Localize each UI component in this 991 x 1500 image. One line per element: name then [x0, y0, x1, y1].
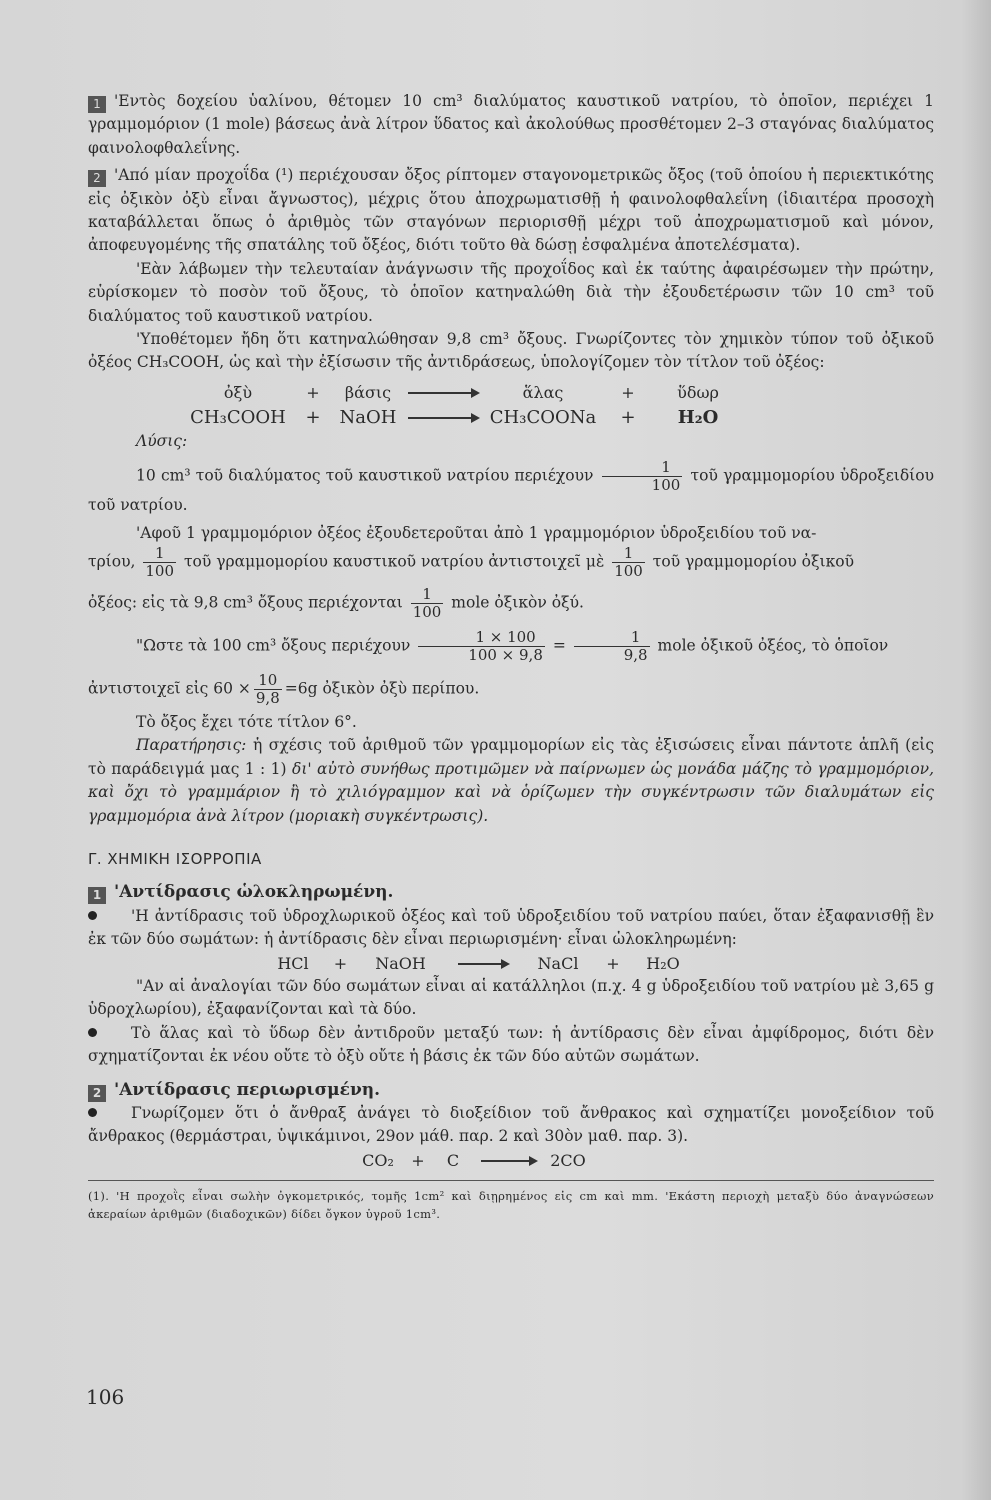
paragraph-ratio: "Αν αἱ ἀναλογίαι τῶν δύο σωμάτων εἶναι αἱ κατάλληλοι (π.χ. 4 g ὑδροξειδίου τοῦ νατρίου μὲ 3,65 g ὑδροχλωρίου), ἐξαφανίζονται καὶ τὰ δύο.	[88, 976, 934, 1019]
paragraph-5: 10 cm³ τοῦ διαλύματος τοῦ καυστικοῦ νατρίου περιέχουν $\frac{1}{100}$ τοῦ γραμμομορίου ὑδροξειδίου τοῦ νατρίου.	[88, 458, 934, 515]
paragraph-6: 'Αφοῦ 1 γραμμομόριον ὀξέος ἐξουδετεροῦται ἀπὸ 1 γραμμομόριον ὑδροξειδίου τοῦ να-	[136, 523, 817, 542]
heading-number-2: 2	[88, 1085, 106, 1102]
heading-number-1: 1	[88, 887, 106, 904]
heading-2: 2 'Αντίδρασις περιωρισμένη.	[88, 1079, 934, 1102]
section-title: Γ. ΧΗΜΙΚΗ ΙΣΟΡΡΟΠΙΑ	[88, 849, 262, 868]
arrow-icon	[481, 1160, 536, 1162]
paragraph-7: ὀξέος: εἰς τὰ 9,8 cm³ ὄξους περιέχονται $\frac{1}{100}$ mole ὀξικὸν ὀξύ.	[88, 584, 584, 621]
paragraph-8: "Ωστε τὰ 100 cm³ ὄξους περιέχουν $\frac{1 \times 100}{100 \times 9,8}$ = $\frac{1}{9,8}$ mole ὀξικοῦ ὀξέος, τὸ ὁποῖον	[136, 627, 889, 664]
word-equation: ὀξὺ + βάσις ἅλας + ὕδωρ	[223, 382, 719, 402]
hcl-equation: HCl + NaOH NaCl + H₂O	[277, 953, 680, 973]
paragraph-6-cont: τρίου, $\frac{1}{100}$ τοῦ γραμμομορίου καυστικοῦ νατρίου ἀντιστοιχεῖ μὲ $\frac{1}{100}$ τοῦ γραμμομορίου ὀξικοῦ	[88, 543, 855, 580]
note: Παρατήρησις: ἡ σχέσις τοῦ ἀριθμοῦ τῶν γραμμομορίων εἰς τὰς ἐξισώσεις εἶναι πάντοτε ἁπλῆ (εἰς τὸ παράδειγμά μας 1 : 1) δι' αὐτὸ συνήθως προτιμῶμεν νὰ παίρνωμεν ὡς μονάδα μάζης τὸ γραμμομόριον, καὶ ὄχι τὸ γραμμάριον ἢ τὸ χιλιόγραμμον καὶ νὰ ὁρίζωμεν τὴν συγκέντρωσιν τῶν διαλυμάτων εἰς γραμμομόρια ἀνὰ λίτρον (μοριακὴ συγκέντρωσις).	[88, 736, 934, 825]
paragraph-10: Τὸ ὄξος ἔχει τότε τίτλον 6°.	[136, 712, 357, 731]
arrow-icon	[458, 963, 508, 965]
paragraph-1: 1 'Εντὸς δοχείου ὑαλίνου, θέτομεν 10 cm³ διαλύματος καυστικοῦ νατρίου, τὸ ὁποῖον, περιέχει 1 γραμμομόριον (1 mole) βάσεως ἀνὰ λίτρον ὕδατος καὶ ἀκολούθως προσθέτομεν 2–3 σταγόνας διαλύματος φαινολοφθαλεΐνης.	[88, 92, 934, 157]
body-text	[88, 90, 934, 1223]
paragraph-2: 2 'Από μίαν προχοΐδα (¹) περιέχουσαν ὄξος ρίπτομεν σταγονομετρικῶς ὄξος (τοῦ ὁποίου ἡ περιεκτικότης εἰς ὀξικὸν ὀξὺ εἶναι ἄγνωστος), μέχρις ὅτου ἀποχρωματισθῇ ἡ φαινολοφθαλεΐνη (ἰδιαιτέρα προσοχὴ καταβάλλεται ὅπως ὁ ἀριθμὸς τῶν σταγόνων περιορισθῇ μέχρι τοῦ ἀποχρωματισμοῦ καὶ μόνον, ἀποφευγομένης τῆς σπατάλης τοῦ ὄξέος, διότι τοῦτο θὰ δώσῃ ἐσφαλμένα ἀποτελέσματα).	[88, 166, 934, 255]
footnote-divider	[88, 1180, 934, 1181]
solution-label: Λύσις:	[136, 431, 188, 450]
bullet-icon	[88, 911, 97, 920]
bullet-icon	[88, 1028, 97, 1037]
co2-equation: CO₂ + C 2CO	[362, 1150, 586, 1170]
heading-1: 1 'Αντίδρασις ὡλοκληρωμένη.	[88, 881, 934, 904]
formula-equation: CH₃COOH + NaOH CH₃COONa + H₂O	[190, 407, 719, 429]
arrow-icon	[408, 417, 478, 419]
paragraph-3: 'Εὰν λάβωμεν τὴν τελευταίαν ἀνάγνωσιν τῆς προχοΐδος καὶ ἐκ ταύτης ἀφαιρέσωμεν τὴν πρώτην, εὑρίσκομεν τὸ ποσὸν τοῦ ὄξους, τὸ ὁποῖον κατηναλώθη διὰ τὴν ἐξουδετέρωσιν τῶν 10 cm³ τοῦ διαλύματος τοῦ καυστικοῦ νατρίου.	[88, 259, 934, 325]
page-number: 106	[86, 1385, 125, 1409]
footnote: (1). 'Η προχοῒς εἶναι σωλὴν ὀγκομετρικός, τομῆς 1cm² καὶ διῃρημένος εἰς cm καὶ mm. 'Εκάστη περιοχὴ μεταξὺ δύο ἀναγνώσεων ἀκεραίων ἀριθμῶν (διαδοχικῶν) δίδει ὄγκον ὑγροῦ 1cm³.	[88, 1189, 934, 1222]
paragraph-9: ἀντιστοιχεῖ εἰς 60 × $\frac{10}{9,8}$ =6g ὀξικὸν ὀξὺ περίπου.	[88, 670, 480, 707]
bullet-1: 'Η ἀντίδρασις τοῦ ὑδροχλωρικοῦ ὀξέος καὶ τοῦ ὑδροξειδίου τοῦ νατρίου παύει, ὅταν ἐξαφανισθῇ ἓν ἐκ τῶν δύο σωμάτων: ἡ ἀντίδρασις δὲν εἶναι περιωρισμένη· εἶναι ὡλοκληρωμένη:	[88, 906, 934, 949]
paragraph-4: 'Υποθέτομεν ἤδη ὅτι κατηναλώθησαν 9,8 cm³ ὄξους. Γνωρίζοντες τὸν χημικὸν τύπον τοῦ ὀξικοῦ ὀξέος CH₃COOH, ὡς καὶ τὴν ἐξίσωσιν τῆς ἀντιδράσεως, ὑπολογίζομεν τὸν τίτλον τοῦ ὀξέος:	[88, 330, 934, 372]
arrow-icon	[408, 392, 478, 394]
bullet-3: Γνωρίζομεν ὅτι ὁ ἄνθραξ ἀνάγει τὸ διοξείδιον τοῦ ἄνθρακος καὶ σχηματίζει μονοξείδιον τοῦ ἄνθρακος (θερμάστραι, ὑψικάμινοι, 29ον μάθ. παρ. 2 καὶ 30ὸν μαθ. παρ. 3).	[88, 1104, 934, 1146]
step-number-1: 1	[88, 96, 106, 113]
bullet-icon	[88, 1108, 97, 1117]
step-number-2: 2	[88, 170, 106, 187]
bullet-2: Τὸ ἅλας καὶ τὸ ὕδωρ δὲν ἀντιδροῦν μεταξύ των: ἡ ἀντίδρασις δὲν εἶναι ἀμφίδρομος, διότι δὲν σχηματίζονται ἐκ νέου οὔτε τὸ ὀξὺ οὔτε ἡ βάσις ἐκ τῶν δύο αὐτῶν σωμάτων.	[88, 1023, 934, 1066]
